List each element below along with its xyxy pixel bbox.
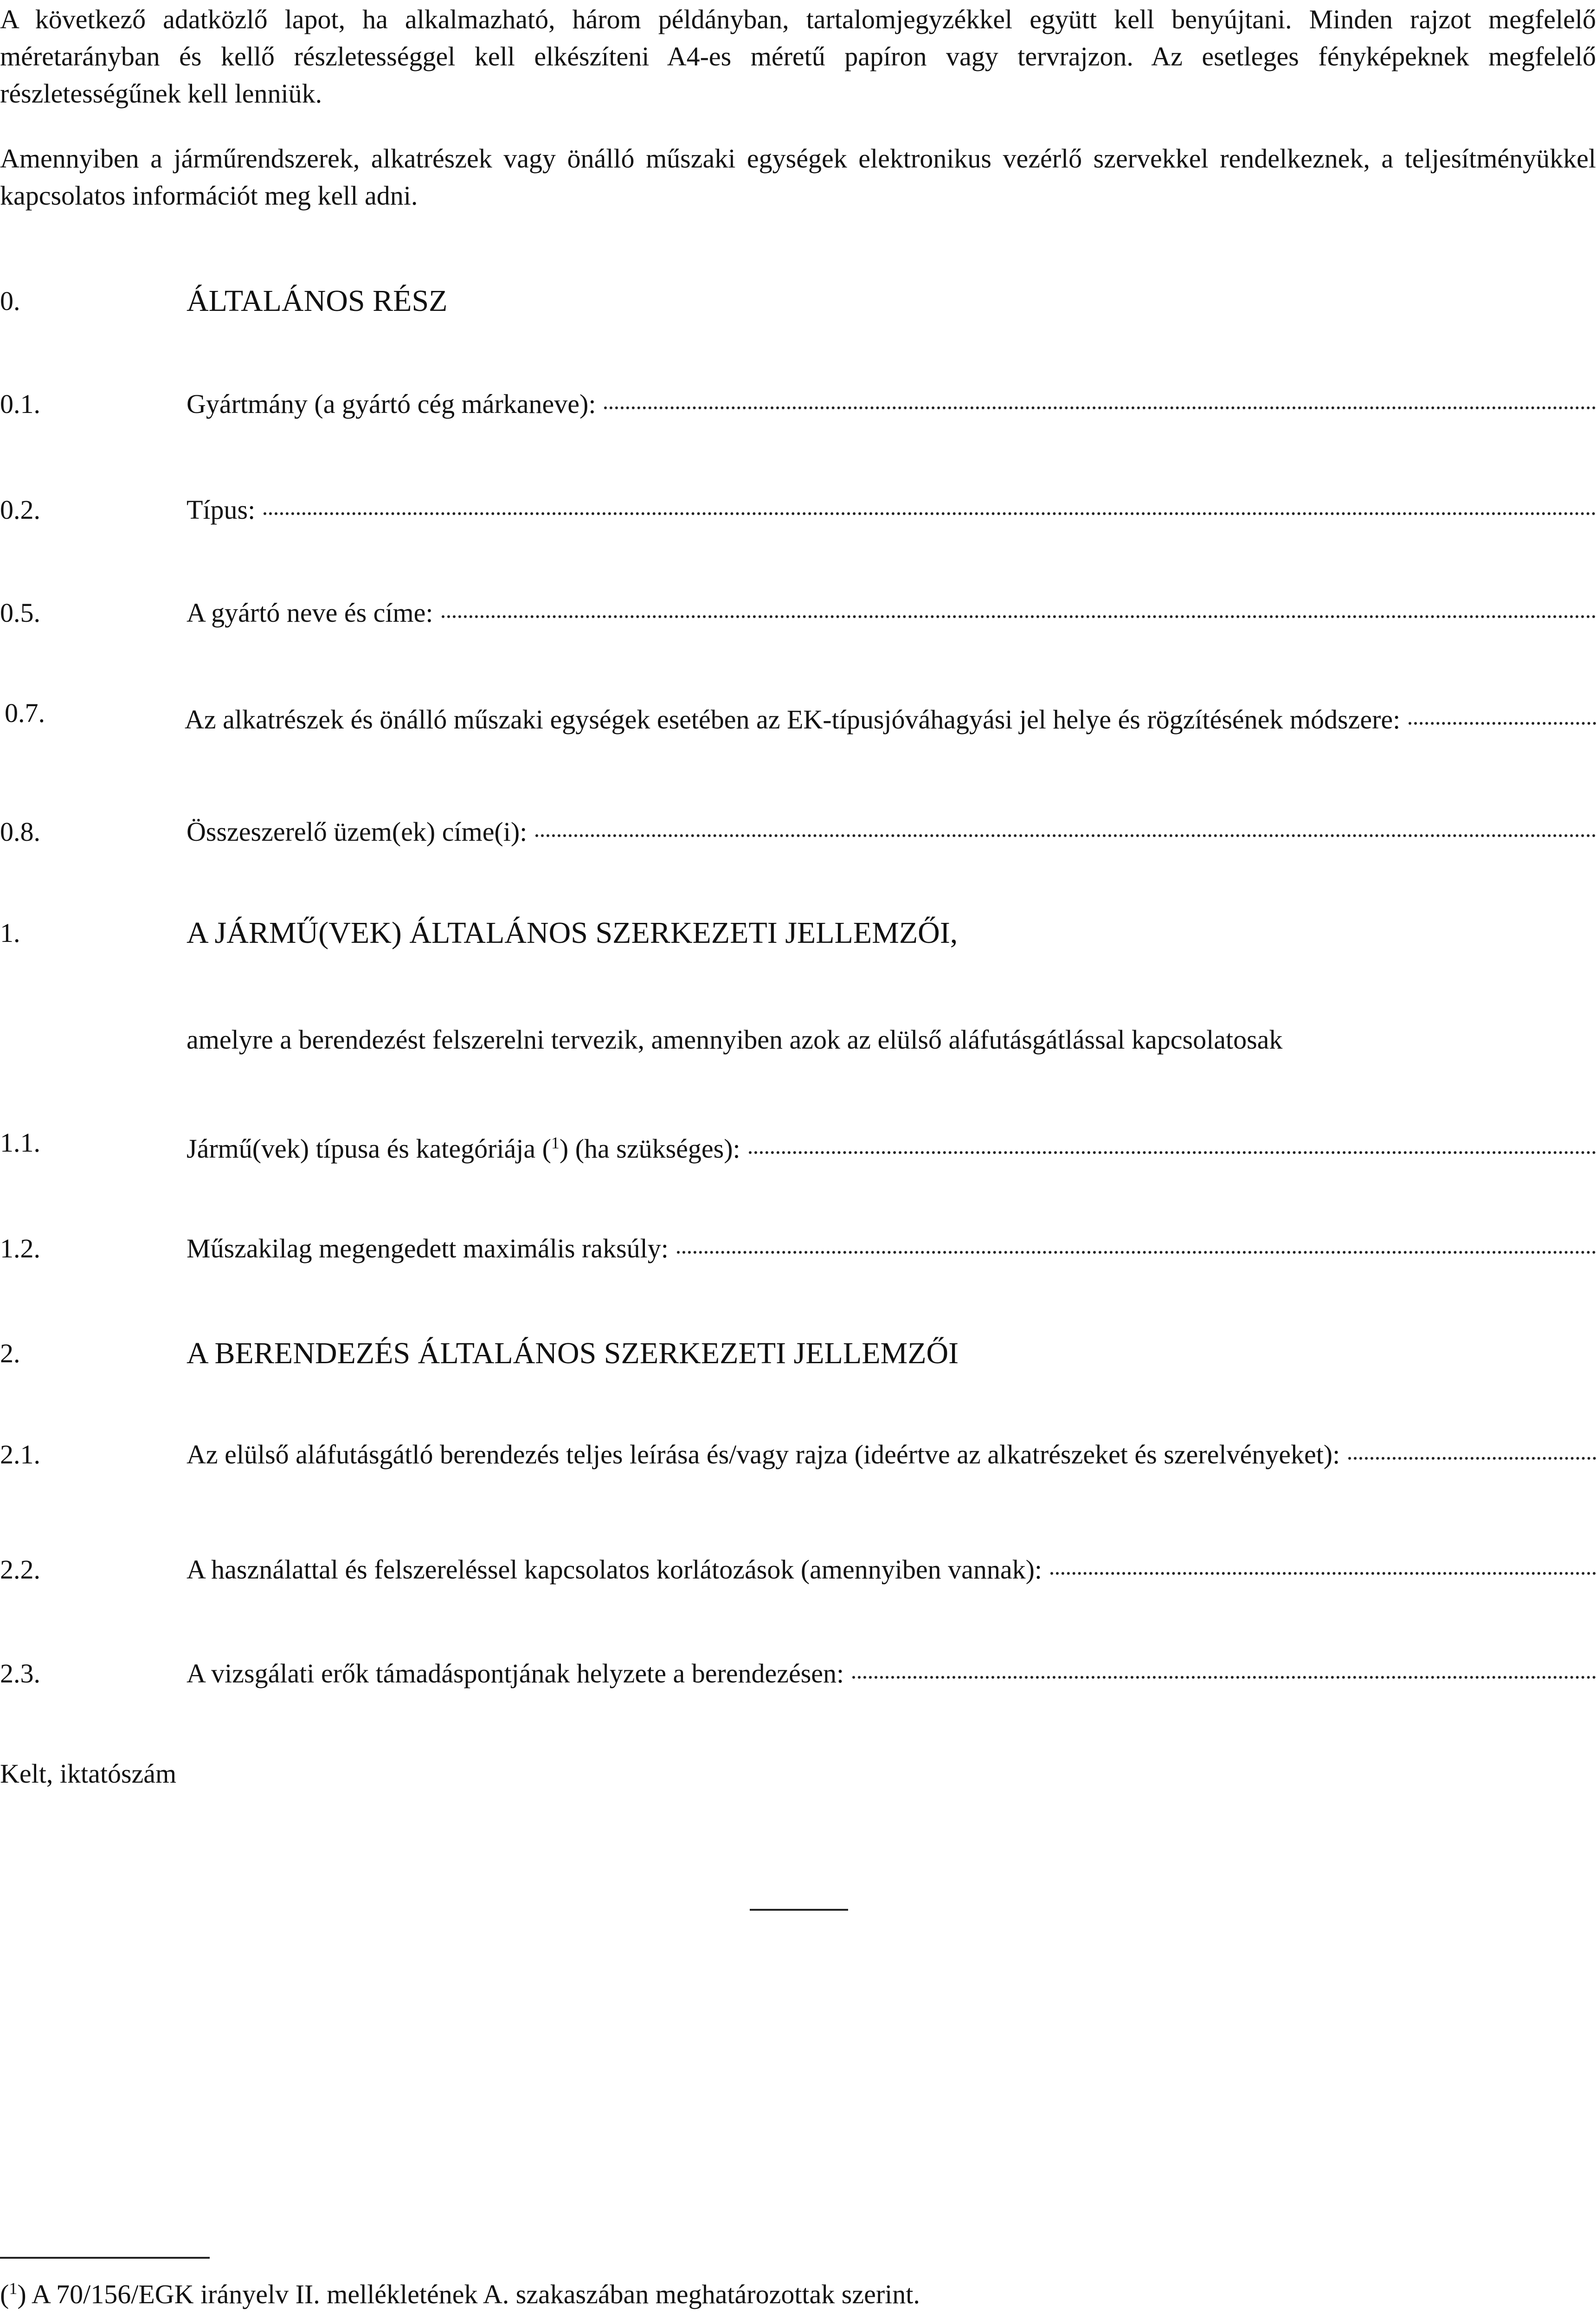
end-separator-rule: [750, 1909, 848, 1911]
field-label: Típus:: [187, 489, 255, 531]
fill-in-dotted-line[interactable]: [535, 834, 1596, 837]
field-row-2-2: [0, 1549, 1596, 1591]
section-0-heading-row: [0, 280, 1596, 322]
field-row-0-1: [0, 383, 1596, 425]
field-2-1[interactable]: [187, 1434, 1596, 1475]
fill-in-dotted-line[interactable]: [604, 406, 1596, 409]
field-1-2[interactable]: [187, 1228, 1596, 1269]
fill-in-dotted-line[interactable]: [1050, 1572, 1596, 1575]
field-row-1-1: [0, 1122, 1596, 1164]
fill-in-dotted-line[interactable]: [442, 615, 1596, 618]
intro-paragraph-2: Amennyiben a járműrendszerek, alkatrészek vagy önálló műszaki egységek elektronikus vezérlő szervekkel rendelkeznek, a teljesítményükkel kapcsolatos információt meg kell adni.: [0, 140, 1596, 214]
section-number: 2.: [0, 1333, 20, 1374]
fill-in-dotted-line[interactable]: [852, 1676, 1596, 1679]
section-number: 1.: [0, 912, 20, 954]
section-1-heading-row: [0, 912, 1596, 954]
field-row-0-8: [0, 811, 1596, 853]
fill-in-dotted-line[interactable]: [677, 1251, 1596, 1254]
footnote: ($^1$) A 70/156/EGK irányelv II. mellékletének A. szakaszában meghatározottak szerint.: [0, 2270, 920, 2313]
section-note: amelyre a berendezést felszerelni tervezik, amennyiben azok az elülső aláfutásgátlással kapcsolatosak: [187, 1019, 1282, 1061]
fill-in-dotted-line[interactable]: [264, 512, 1596, 515]
field-0-5[interactable]: [187, 592, 1596, 634]
intro-paragraph-1: A következő adatközlő lapot, ha alkalmazható, három példányban, tartalomjegyzékkel együtt kell benyújtani. Minden rajzot megfelelő méretarányban és kellő részletességgel kell elkészíteni A4-es méretű papíron vagy tervrajzon. Az esetleges fényképeknek megfelelő részletességűnek kell lenniük.: [0, 1, 1596, 112]
fill-in-dotted-line[interactable]: [749, 1151, 1596, 1154]
footnote-reference[interactable]: 1: [551, 1134, 560, 1152]
field-number: 0.5.: [0, 592, 40, 634]
section-title: A JÁRMŰ(VEK) ÁLTALÁNOS SZERKEZETI JELLEMZŐI,: [187, 912, 958, 954]
field-label: Összeszerelő üzem(ek) címe(i):: [187, 811, 527, 853]
field-row-0-2: [0, 489, 1596, 531]
field-label: Az alkatrészek és önálló műszaki egységek esetében az EK-típusjóváhagyási jel helye és rögzítésének módszere:: [185, 699, 1400, 741]
footnote-separator-rule: [0, 2257, 210, 2259]
field-number: 0.1.: [0, 383, 40, 425]
section-number: 0.: [0, 280, 20, 322]
field-0-8[interactable]: [187, 811, 1596, 853]
field-row-2-1: [0, 1434, 1596, 1475]
field-label: Műszakilag megengedett maximális raksúly:: [187, 1228, 669, 1269]
fill-in-dotted-line[interactable]: [1348, 1457, 1596, 1460]
field-number: 2.2.: [0, 1549, 40, 1591]
field-1-1[interactable]: [187, 1122, 1596, 1170]
field-0-2[interactable]: [187, 489, 1596, 531]
field-number: 1.1.: [0, 1122, 40, 1164]
field-row-0-5: [0, 592, 1596, 634]
field-label: A vizsgálati erők támadáspontjának helyzete a berendezésen:: [187, 1653, 844, 1694]
field-2-2[interactable]: [187, 1549, 1596, 1591]
fill-in-dotted-line[interactable]: [1409, 722, 1596, 725]
field-row-0-7: [0, 699, 1596, 741]
section-2-heading-row: [0, 1333, 1596, 1374]
field-number: 2.3.: [0, 1653, 40, 1694]
section-title: ÁLTALÁNOS RÉSZ: [187, 280, 447, 322]
footnote-text: A 70/156/EGK irányelv II. mellékletének A. szakaszában meghatározottak szerint.: [32, 2279, 920, 2309]
field-label: Gyártmány (a gyártó cég márkaneve):: [187, 383, 596, 425]
field-0-7[interactable]: [185, 699, 1596, 741]
field-row-1-2: [0, 1228, 1596, 1269]
field-number: 0.8.: [0, 811, 40, 853]
field-label-text: ) (ha szükséges):: [560, 1134, 740, 1164]
field-number: 0.7.: [5, 692, 45, 734]
field-number: 2.1.: [0, 1434, 40, 1475]
field-2-3[interactable]: [187, 1653, 1596, 1694]
section-title: A BERENDEZÉS ÁLTALÁNOS SZERKEZETI JELLEMZŐI: [187, 1333, 959, 1374]
section-1-note-row: [0, 1019, 1596, 1061]
field-label: Az elülső aláfutásgátló berendezés teljes leírása és/vagy rajza (ideértve az alkatrészeket és szerelvényeket):: [187, 1434, 1340, 1475]
field-label-text: Jármű(vek) típusa és kategóriája (: [187, 1134, 551, 1164]
footnote-marker: 1: [9, 2279, 17, 2298]
field-row-2-3: [0, 1653, 1596, 1694]
date-reference-label: Kelt, iktatószám: [0, 1753, 176, 1795]
field-number: 0.2.: [0, 489, 40, 531]
field-label: A használattal és felszereléssel kapcsolatos korlátozások (amennyiben vannak):: [187, 1549, 1042, 1591]
field-label: [187, 1122, 740, 1170]
field-number: 1.2.: [0, 1228, 40, 1269]
field-0-1[interactable]: [187, 383, 1596, 425]
field-label: A gyártó neve és címe:: [187, 592, 433, 634]
